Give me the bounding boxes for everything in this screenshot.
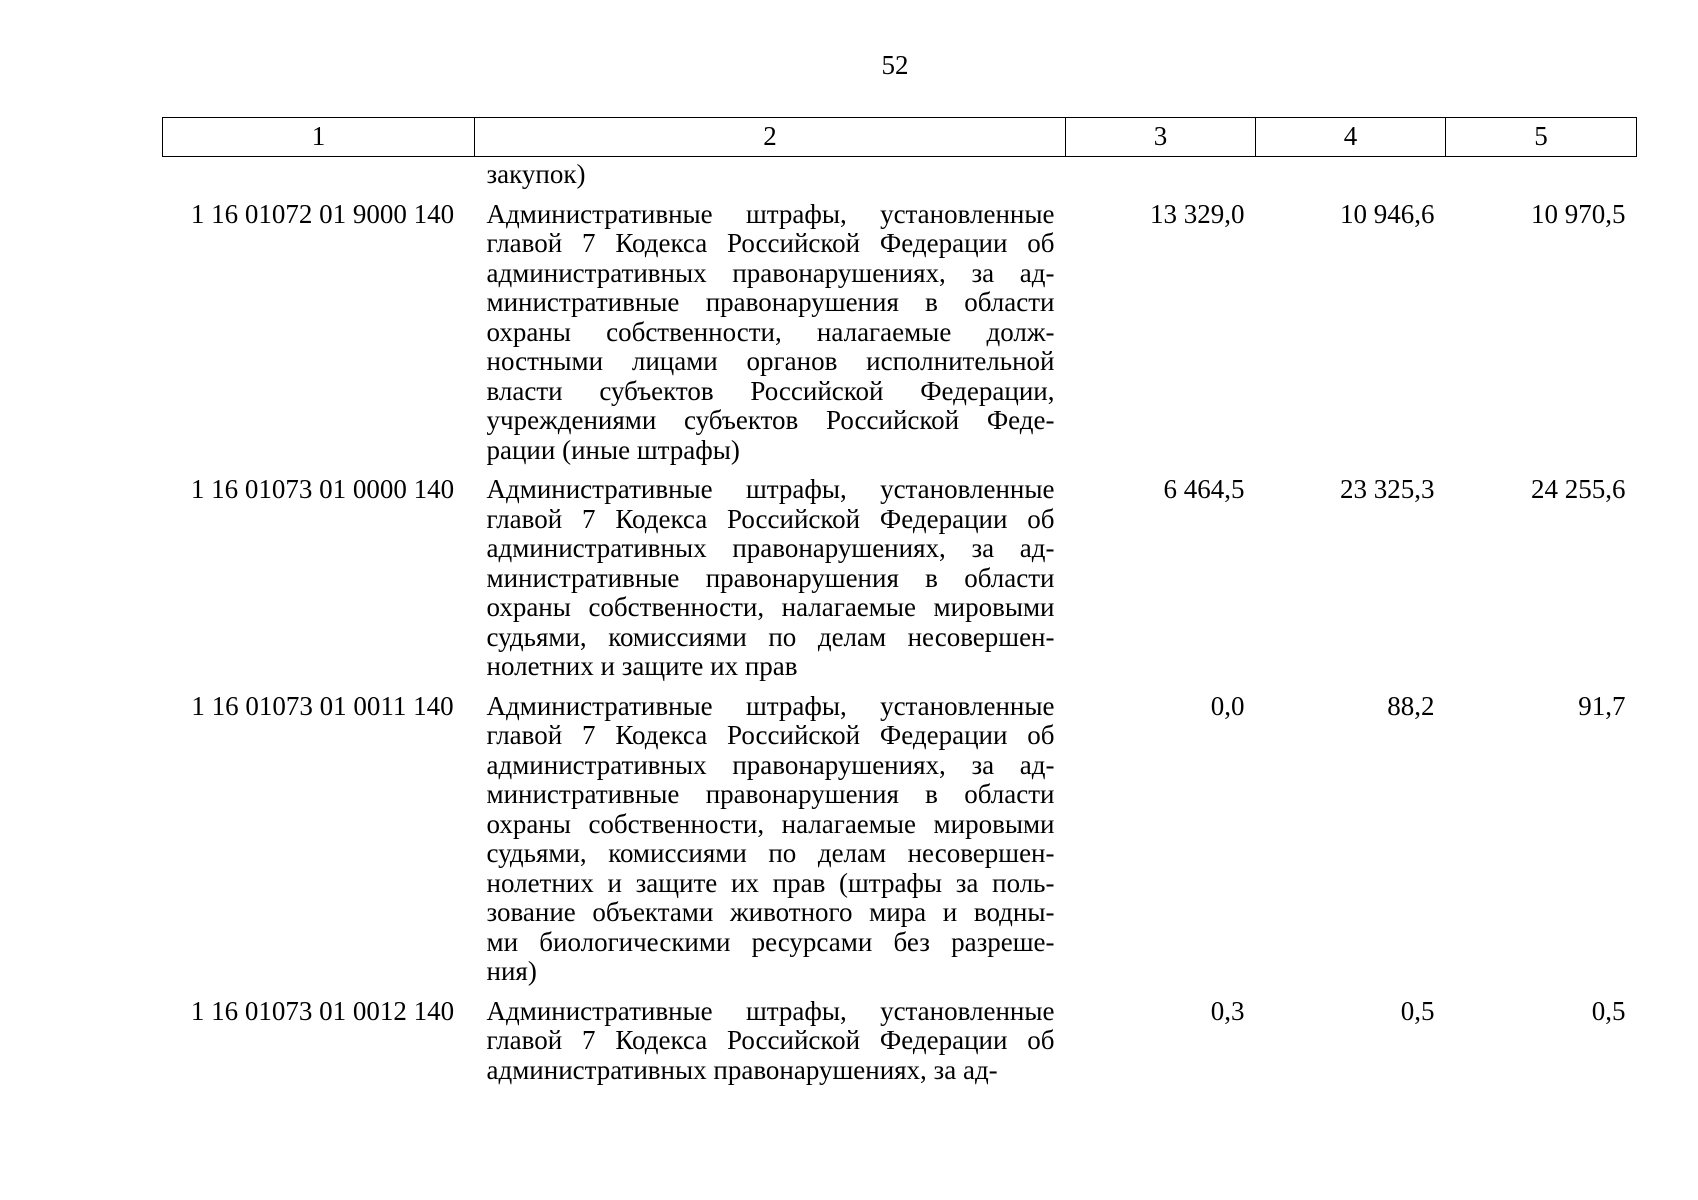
header-col-5: 5 (1446, 118, 1637, 157)
description-line: главой 7 Кодекса Российской Федерации об (486, 503, 1055, 534)
description-line: административных правонарушениях, за ад- (486, 257, 1055, 288)
description-line: учреждениями субъектов Российской Феде- (486, 405, 1055, 435)
table-row (163, 190, 1637, 466)
continuation-row (163, 157, 1637, 190)
value-col4: 88,2 (1387, 690, 1435, 721)
page-number: 52 (881, 50, 909, 80)
description-line: нолетних и защите их прав (штрафы за поль- (486, 867, 1055, 898)
budget-code: 1 16 01073 01 0011 140 (191, 690, 454, 721)
description-line: зование объектами животного мира и водны- (486, 897, 1055, 927)
value-col3: 13 329,0 (1150, 198, 1245, 229)
description-line: ностными лицами органов исполнительной (486, 346, 1055, 376)
value-col5: 10 970,5 (1531, 198, 1626, 229)
description-line: судьями, комиссиями по делам несовершен- (486, 838, 1055, 868)
description-line: Административные штрафы, установленные (486, 198, 1055, 229)
table-row (163, 987, 1637, 1086)
value-col5: 91,7 (1578, 690, 1626, 721)
description-line: ми биологическими ресурсами без разреше- (486, 926, 1055, 957)
table-header-row (163, 118, 1637, 157)
value-col5: 24 255,6 (1531, 474, 1626, 504)
description-line: главой 7 Кодекса Российской Федерации об (486, 1025, 1055, 1055)
description-line: ния) (486, 956, 537, 986)
value-col4: 23 325,3 (1340, 474, 1435, 504)
header-col-2: 2 (475, 118, 1066, 157)
description-line: Административные штрафы, установленные (486, 474, 1055, 504)
description-line: главой 7 Кодекса Российской Федерации об (486, 720, 1055, 750)
table-row (163, 465, 1637, 682)
value-col3: 6 464,5 (1163, 474, 1245, 504)
budget-code: 1 16 01073 01 0000 140 (190, 474, 455, 504)
description-line: власти субъектов Российской Федерации, (486, 375, 1055, 406)
header-col-4: 4 (1256, 118, 1446, 157)
value-col4: 10 946,6 (1340, 198, 1435, 229)
budget-code: 1 16 01073 01 0012 140 (190, 995, 455, 1026)
header-col-1: 1 (163, 118, 475, 157)
continuation-text: закупок) (486, 159, 586, 189)
description-line: охраны собственности, налагаемые мировыми (486, 592, 1055, 622)
description-line: судьями, комиссиями по делам несовершен- (486, 621, 1055, 652)
description-line: рации (иные штрафы) (486, 434, 740, 465)
description-line: охраны собственности, налагаемые долж- (486, 316, 1055, 347)
description-line: охраны собственности, налагаемые мировыми (486, 808, 1055, 839)
description-line: главой 7 Кодекса Российской Федерации об (486, 228, 1055, 258)
revenue-description (475, 190, 1066, 466)
value-col3: 0,0 (1210, 690, 1245, 721)
description-line: Административные штрафы, установленные (486, 690, 1055, 721)
description-line: административных правонарушениях, за ад- (486, 533, 1055, 563)
description-line: министративные правонарушения в области (486, 287, 1055, 317)
header-col-3: 3 (1066, 118, 1256, 157)
description-line: нолетних и защите их прав (486, 651, 798, 681)
table-row (163, 682, 1637, 987)
value-col3: 0,3 (1210, 995, 1245, 1026)
value-col5: 0,5 (1591, 995, 1626, 1026)
description-line: Административные штрафы, установленные (486, 995, 1055, 1026)
description-line: административных правонарушениях, за ад- (486, 1054, 998, 1085)
revenue-description (475, 987, 1066, 1086)
revenue-description (475, 465, 1066, 682)
budget-code: 1 16 01072 01 9000 140 (190, 198, 455, 229)
revenue-table (162, 117, 1637, 1085)
revenue-description (475, 682, 1066, 987)
value-col4: 0,5 (1400, 995, 1435, 1026)
description-line: министративные правонарушения в области (486, 562, 1055, 593)
description-line: административных правонарушениях, за ад- (486, 749, 1055, 780)
description-line: министративные правонарушения в области (486, 779, 1055, 809)
